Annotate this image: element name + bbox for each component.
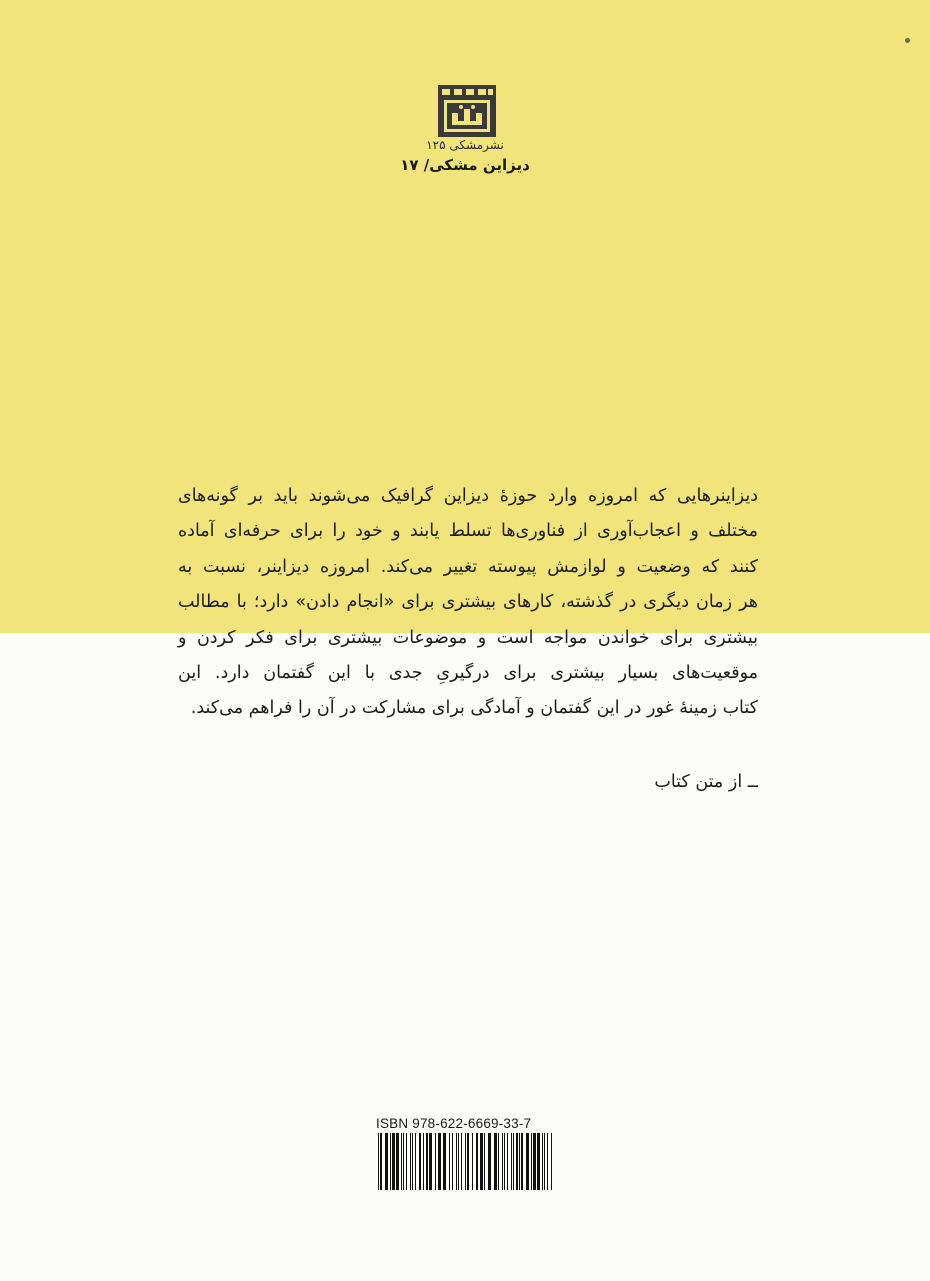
barcode-bar bbox=[476, 1133, 478, 1190]
blurb-line: موقعیت‌های بسیار بیشتری برای درگیریِ جدی با این گفتمان دارد. این bbox=[178, 663, 758, 684]
barcode-bar bbox=[452, 1133, 453, 1190]
barcode-bar bbox=[504, 1133, 505, 1190]
barcode-bar bbox=[519, 1133, 520, 1190]
blurb-line: هر زمان دیگری در گذشته، کارهای بیشتری برای «انجام دادن» دارد؛ با مطالب bbox=[178, 592, 758, 613]
back-cover-blurb bbox=[178, 479, 758, 727]
barcode-bar bbox=[526, 1133, 529, 1190]
barcode-bar bbox=[507, 1133, 508, 1190]
barcode-bar bbox=[521, 1133, 523, 1190]
blurb-line: کتاب زمینهٔ غور در این گفتمان و آمادگی برای مشارکت در آن را فراهم می‌کند. bbox=[190, 698, 758, 719]
blurb-line: دیزاینرهایی که امروزه وارد حوزهٔ دیزاین گرافیک می‌شوند باید بر گونه‌های bbox=[178, 486, 758, 506]
barcode-bar bbox=[531, 1133, 532, 1190]
barcode-bar bbox=[502, 1133, 503, 1190]
barcode-bar bbox=[406, 1133, 407, 1190]
blurb-source: ــ از متن کتاب bbox=[654, 772, 758, 792]
barcode-bar bbox=[465, 1133, 466, 1190]
barcode-bar bbox=[419, 1133, 421, 1190]
barcode-bar bbox=[429, 1133, 432, 1190]
barcode-bar bbox=[438, 1133, 441, 1190]
barcode-bar bbox=[456, 1133, 457, 1190]
barcode-bar bbox=[511, 1133, 512, 1190]
barcode-bar bbox=[415, 1133, 416, 1190]
barcode-bar bbox=[488, 1133, 491, 1190]
isbn-label: ISBN 978-622-6669-33-7 bbox=[376, 1116, 532, 1131]
barcode-bar bbox=[449, 1133, 450, 1190]
barcode-bar bbox=[537, 1133, 540, 1190]
isbn-barcode bbox=[376, 1133, 556, 1190]
barcode-bar bbox=[410, 1133, 411, 1190]
barcode-bar bbox=[426, 1133, 428, 1190]
barcode-bar bbox=[458, 1133, 459, 1190]
barcode-bar bbox=[390, 1133, 391, 1190]
barcode-bar bbox=[542, 1133, 543, 1190]
barcode-bar bbox=[396, 1133, 399, 1190]
barcode-bar bbox=[423, 1133, 424, 1190]
barcode-bar bbox=[472, 1133, 473, 1190]
series-title-label: دیزاین مشکی/ ۱۷ bbox=[400, 156, 530, 174]
series-number-label: نشرمشکی ۱۲۵ bbox=[426, 138, 504, 152]
barcode-bar bbox=[385, 1133, 388, 1190]
barcode-bar bbox=[412, 1133, 413, 1190]
barcode-bar bbox=[551, 1133, 552, 1190]
blurb-line: کنند که وضعیت و لوازمش پیوسته تغییر می‌کند. امروزه دیزاینر، نسبت به bbox=[178, 556, 758, 577]
barcode-bar bbox=[403, 1133, 404, 1190]
barcode-bar bbox=[513, 1133, 514, 1190]
barcode-bar bbox=[484, 1133, 485, 1190]
barcode-bar bbox=[480, 1133, 483, 1190]
barcode-bar bbox=[435, 1133, 436, 1190]
barcode-bar bbox=[498, 1133, 499, 1190]
barcode-bar bbox=[443, 1133, 446, 1190]
blurb-line: بیشتری برای خواندن مواجه است و موضوعات بیشتری برای فکر کردن و bbox=[178, 627, 758, 648]
barcode-bar bbox=[516, 1133, 518, 1190]
barcode-bar bbox=[494, 1133, 497, 1190]
barcode-bar bbox=[461, 1133, 462, 1190]
barcode-bar bbox=[544, 1133, 545, 1190]
publisher-seal-icon bbox=[438, 85, 496, 137]
barcode-bar bbox=[378, 1133, 379, 1190]
barcode-bar bbox=[392, 1133, 395, 1190]
barcode-bar bbox=[380, 1133, 382, 1190]
blurb-line: مختلف و اعجاب‌آوری از فناوری‌ها تسلط یابند و خود را برای حرفه‌ای آماده bbox=[178, 521, 758, 542]
barcode-bar bbox=[547, 1133, 548, 1190]
barcode-bar bbox=[533, 1133, 536, 1190]
barcode-bar bbox=[401, 1133, 402, 1190]
barcode-bar bbox=[467, 1133, 469, 1190]
print-speck bbox=[905, 38, 910, 43]
